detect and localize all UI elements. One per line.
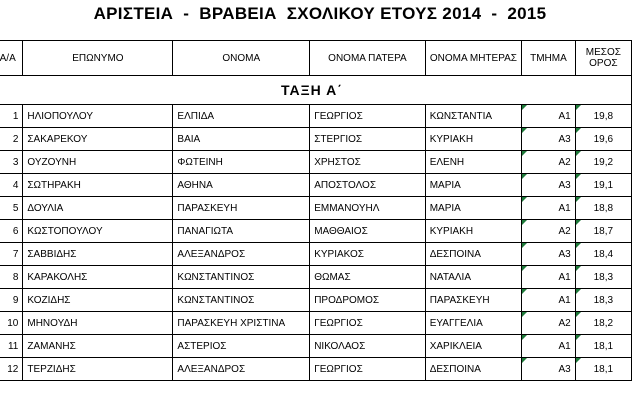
- average-cell: 18,1: [575, 358, 631, 381]
- mother-name-cell: ΧΑΡΙΚΛΕΙΑ: [425, 335, 521, 358]
- class-cell: Α1: [522, 105, 576, 128]
- row-number: 12: [0, 358, 23, 381]
- row-number: 4: [0, 174, 23, 197]
- table-row: [0, 289, 632, 312]
- class-cell: Α2: [522, 312, 576, 335]
- father-name-cell: ΕΜΜΑΝΟΥΗΛ: [310, 197, 426, 220]
- table-row: [0, 197, 632, 220]
- name-cell: ΠΑΡΑΣΚΕΥΗ ΧΡΙΣΤΙΝΑ: [173, 312, 310, 335]
- class-cell: Α1: [522, 335, 576, 358]
- father-name-cell: ΓΕΩΡΓΙΟΣ: [310, 358, 426, 381]
- row-number: 1: [0, 105, 23, 128]
- class-cell: Α1: [522, 266, 576, 289]
- mother-name-cell: ΠΑΡΑΣΚΕΥΗ: [425, 289, 521, 312]
- mother-name-cell: ΝΑΤΑΛΙΑ: [425, 266, 521, 289]
- table-row: [0, 358, 632, 381]
- class-cell: Α3: [522, 174, 576, 197]
- surname-cell: ΤΕΡΖΙΔΗΣ: [23, 358, 173, 381]
- class-cell: Α1: [522, 289, 576, 312]
- name-cell: ΠΑΝΑΓΙΩΤΑ: [173, 220, 310, 243]
- father-name-cell: ΑΠΟΣΤΟΛΟΣ: [310, 174, 426, 197]
- father-name-cell: ΓΕΩΡΓΙΟΣ: [310, 105, 426, 128]
- row-number: 8: [0, 266, 23, 289]
- row-number: 3: [0, 151, 23, 174]
- mother-name-cell: ΔΕΣΠΟΙΝΑ: [425, 358, 521, 381]
- father-name-cell: ΚΥΡΙΑΚΟΣ: [310, 243, 426, 266]
- father-name-cell: ΜΑΘΘΑΙΟΣ: [310, 220, 426, 243]
- row-number: 5: [0, 197, 23, 220]
- average-cell: 18,2: [575, 312, 631, 335]
- average-cell: 18,3: [575, 289, 631, 312]
- mother-name-cell: ΚΥΡΙΑΚΗ: [425, 220, 521, 243]
- name-cell: ΑΣΤΕΡΙΟΣ: [173, 335, 310, 358]
- page-title: ΑΡΙΣΤΕΙΑ - ΒΡΑΒΕΙΑ ΣΧΟΛΙΚΟΥ ΕΤΟΥΣ 2014 - 2015: [93, 4, 547, 23]
- father-name-cell: ΝΙΚΟΛΑΟΣ: [310, 335, 426, 358]
- surname-cell: ΔΟΥΛΙΑ: [23, 197, 173, 220]
- table-row: [0, 312, 632, 335]
- surname-cell: ΟΥΖΟΥΝΗ: [23, 151, 173, 174]
- surname-cell: ΗΛΙΟΠΟΥΛΟΥ: [23, 105, 173, 128]
- average-cell: 18,1: [575, 335, 631, 358]
- class-cell: Α2: [522, 220, 576, 243]
- section-title: ΤΑΞΗ Α΄: [0, 76, 632, 105]
- surname-cell: ΚΑΡΑΚΟΛΗΣ: [23, 266, 173, 289]
- average-cell: 19,1: [575, 174, 631, 197]
- father-name-cell: ΧΡΗΣΤΟΣ: [310, 151, 426, 174]
- mother-name-cell: ΕΛΕΝΗ: [425, 151, 521, 174]
- surname-cell: ΣΑΚΑΡΕΚΟΥ: [23, 128, 173, 151]
- class-cell: Α3: [522, 128, 576, 151]
- average-cell: 18,3: [575, 266, 631, 289]
- surname-cell: ΣΑΒΒΙΔΗΣ: [23, 243, 173, 266]
- name-cell: ΚΩΝΣΤΑΝΤΙΝΟΣ: [173, 266, 310, 289]
- average-cell: 18,8: [575, 197, 631, 220]
- class-cell: Α3: [522, 243, 576, 266]
- surname-cell: ΚΟΖΙΔΗΣ: [23, 289, 173, 312]
- table-row: [0, 243, 632, 266]
- mother-name-cell: ΚΩΝΣΤΑΝΤΙΑ: [425, 105, 521, 128]
- father-name-cell: ΓΕΩΡΓΙΟΣ: [310, 312, 426, 335]
- table-row: [0, 174, 632, 197]
- father-name-cell: ΠΡΟΔΡΟΜΟΣ: [310, 289, 426, 312]
- average-cell: 18,4: [575, 243, 631, 266]
- table-row: [0, 151, 632, 174]
- class-cell: Α2: [522, 151, 576, 174]
- name-cell: ΒΑΙΑ: [173, 128, 310, 151]
- name-cell: ΚΩΝΣΤΑΝΤΙΝΟΣ: [173, 289, 310, 312]
- mother-name-cell: ΚΥΡΙΑΚΗ: [425, 128, 521, 151]
- row-number: 11: [0, 335, 23, 358]
- table-row: [0, 105, 632, 128]
- row-number: 6: [0, 220, 23, 243]
- class-cell: Α1: [522, 197, 576, 220]
- header-aa: Α/Α: [0, 41, 23, 76]
- table-row: [0, 220, 632, 243]
- section-row: [0, 76, 632, 105]
- table-row: [0, 335, 632, 358]
- mother-name-cell: ΜΑΡΙΑ: [425, 197, 521, 220]
- row-number: 10: [0, 312, 23, 335]
- mother-name-cell: ΕΥΑΓΓΕΛΙΑ: [425, 312, 521, 335]
- header-row: [0, 41, 632, 76]
- name-cell: ΑΘΗΝΑ: [173, 174, 310, 197]
- mother-name-cell: ΜΑΡΙΑ: [425, 174, 521, 197]
- average-cell: 19,6: [575, 128, 631, 151]
- header-class: ΤΜΗΜΑ: [522, 41, 576, 76]
- surname-cell: ΜΗΝΟΥΔΗ: [23, 312, 173, 335]
- name-cell: ΕΛΠΙΔΑ: [173, 105, 310, 128]
- class-cell: Α3: [522, 358, 576, 381]
- row-number: 2: [0, 128, 23, 151]
- name-cell: ΑΛΕΞΑΝΔΡΟΣ: [173, 243, 310, 266]
- table-row: [0, 128, 632, 151]
- awards-table: [0, 40, 632, 381]
- average-cell: 18,7: [575, 220, 631, 243]
- average-cell: 19,2: [575, 151, 631, 174]
- header-surname: ΕΠΩΝΥΜΟ: [23, 41, 173, 76]
- table-row: [0, 266, 632, 289]
- header-name: ΟΝΟΜΑ: [173, 41, 310, 76]
- name-cell: ΑΛΕΞΑΝΔΡΟΣ: [173, 358, 310, 381]
- header-father: ΟΝΟΜΑ ΠΑΤΕΡΑ: [310, 41, 426, 76]
- father-name-cell: ΘΩΜΑΣ: [310, 266, 426, 289]
- surname-cell: ΣΩΤΗΡΑΚΗ: [23, 174, 173, 197]
- name-cell: ΠΑΡΑΣΚΕΥΗ: [173, 197, 310, 220]
- surname-cell: ΚΩΣΤΟΠΟΥΛΟΥ: [23, 220, 173, 243]
- row-number: 9: [0, 289, 23, 312]
- header-average: ΜΕΣΟΣ ΟΡΟΣ: [575, 41, 631, 76]
- father-name-cell: ΣΤΕΡΓΙΟΣ: [310, 128, 426, 151]
- surname-cell: ΖΑΜΑΝΗΣ: [23, 335, 173, 358]
- row-number: 7: [0, 243, 23, 266]
- mother-name-cell: ΔΕΣΠΟΙΝΑ: [425, 243, 521, 266]
- average-cell: 19,8: [575, 105, 631, 128]
- name-cell: ΦΩΤΕΙΝΗ: [173, 151, 310, 174]
- header-mother: ΟΝΟΜΑ ΜΗΤΕΡΑΣ: [425, 41, 521, 76]
